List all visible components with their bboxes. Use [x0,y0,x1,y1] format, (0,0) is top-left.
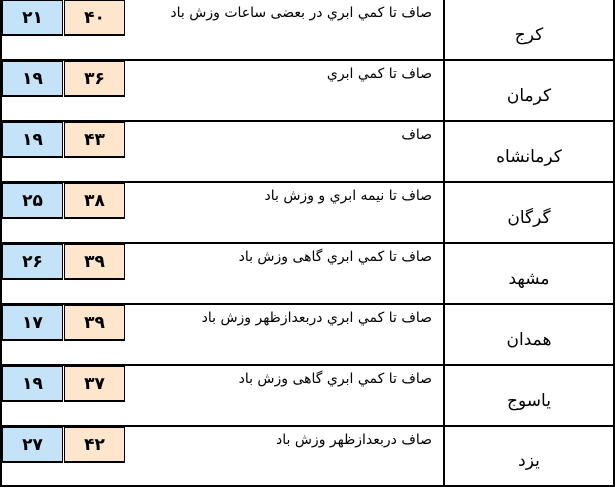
city-name: یزد [443,427,613,485]
max-temp-cell: ۴۰ [64,0,125,36]
min-temp-cell: ۲۶ [2,244,63,280]
condition-text: صاف تا کمي ابري گاهی وزش باد [238,249,432,265]
condition-text: صاف تا کمي ابري دربعدازظهر وزش باد [201,310,432,326]
condition-text: صاف دربعدازظهر وزش باد [276,432,432,448]
condition-text: صاف تا کمي ابري در بعضی ساعات وزش باد [170,5,432,21]
min-temp-cell: ۱۷ [2,305,63,341]
table-row [2,0,613,61]
max-temp-cell: ۳۶ [64,61,125,97]
max-temp-cell: ۳۹ [64,305,125,341]
city-name: گرگان [443,183,613,242]
table-row [2,427,613,487]
min-temp-cell: ۱۹ [2,122,63,158]
table-row [2,122,613,183]
min-temp-cell: ۱۹ [2,61,63,97]
min-temp-cell: ۲۷ [2,427,63,463]
city-name: کرمان [443,61,613,120]
city-name: یاسوج [443,366,613,425]
table-row [2,183,613,244]
table-row [2,305,613,366]
min-temp-cell: ۲۱ [2,0,63,36]
max-temp-cell: ۳۹ [64,244,125,280]
city-name: کرج [443,0,613,59]
min-temp-cell: ۱۹ [2,366,63,402]
condition-text: صاف تا کمي ابري گاهی وزش باد [238,371,432,387]
condition-text: صاف [401,127,432,143]
condition-text: صاف تا کمي ابري [326,66,432,82]
max-temp-cell: ۴۲ [64,427,125,463]
city-name: کرمانشاه [443,122,613,181]
city-name: مشهد [443,244,613,303]
condition-text: صاف تا نیمه ابري و وزش باد [264,188,432,204]
city-name: همدان [443,305,613,364]
max-temp-cell: ۳۸ [64,183,125,219]
min-temp-cell: ۲۵ [2,183,63,219]
table-row [2,366,613,427]
table-row [2,244,613,305]
table-row [2,61,613,122]
max-temp-cell: ۴۳ [64,122,125,158]
max-temp-cell: ۳۷ [64,366,125,402]
